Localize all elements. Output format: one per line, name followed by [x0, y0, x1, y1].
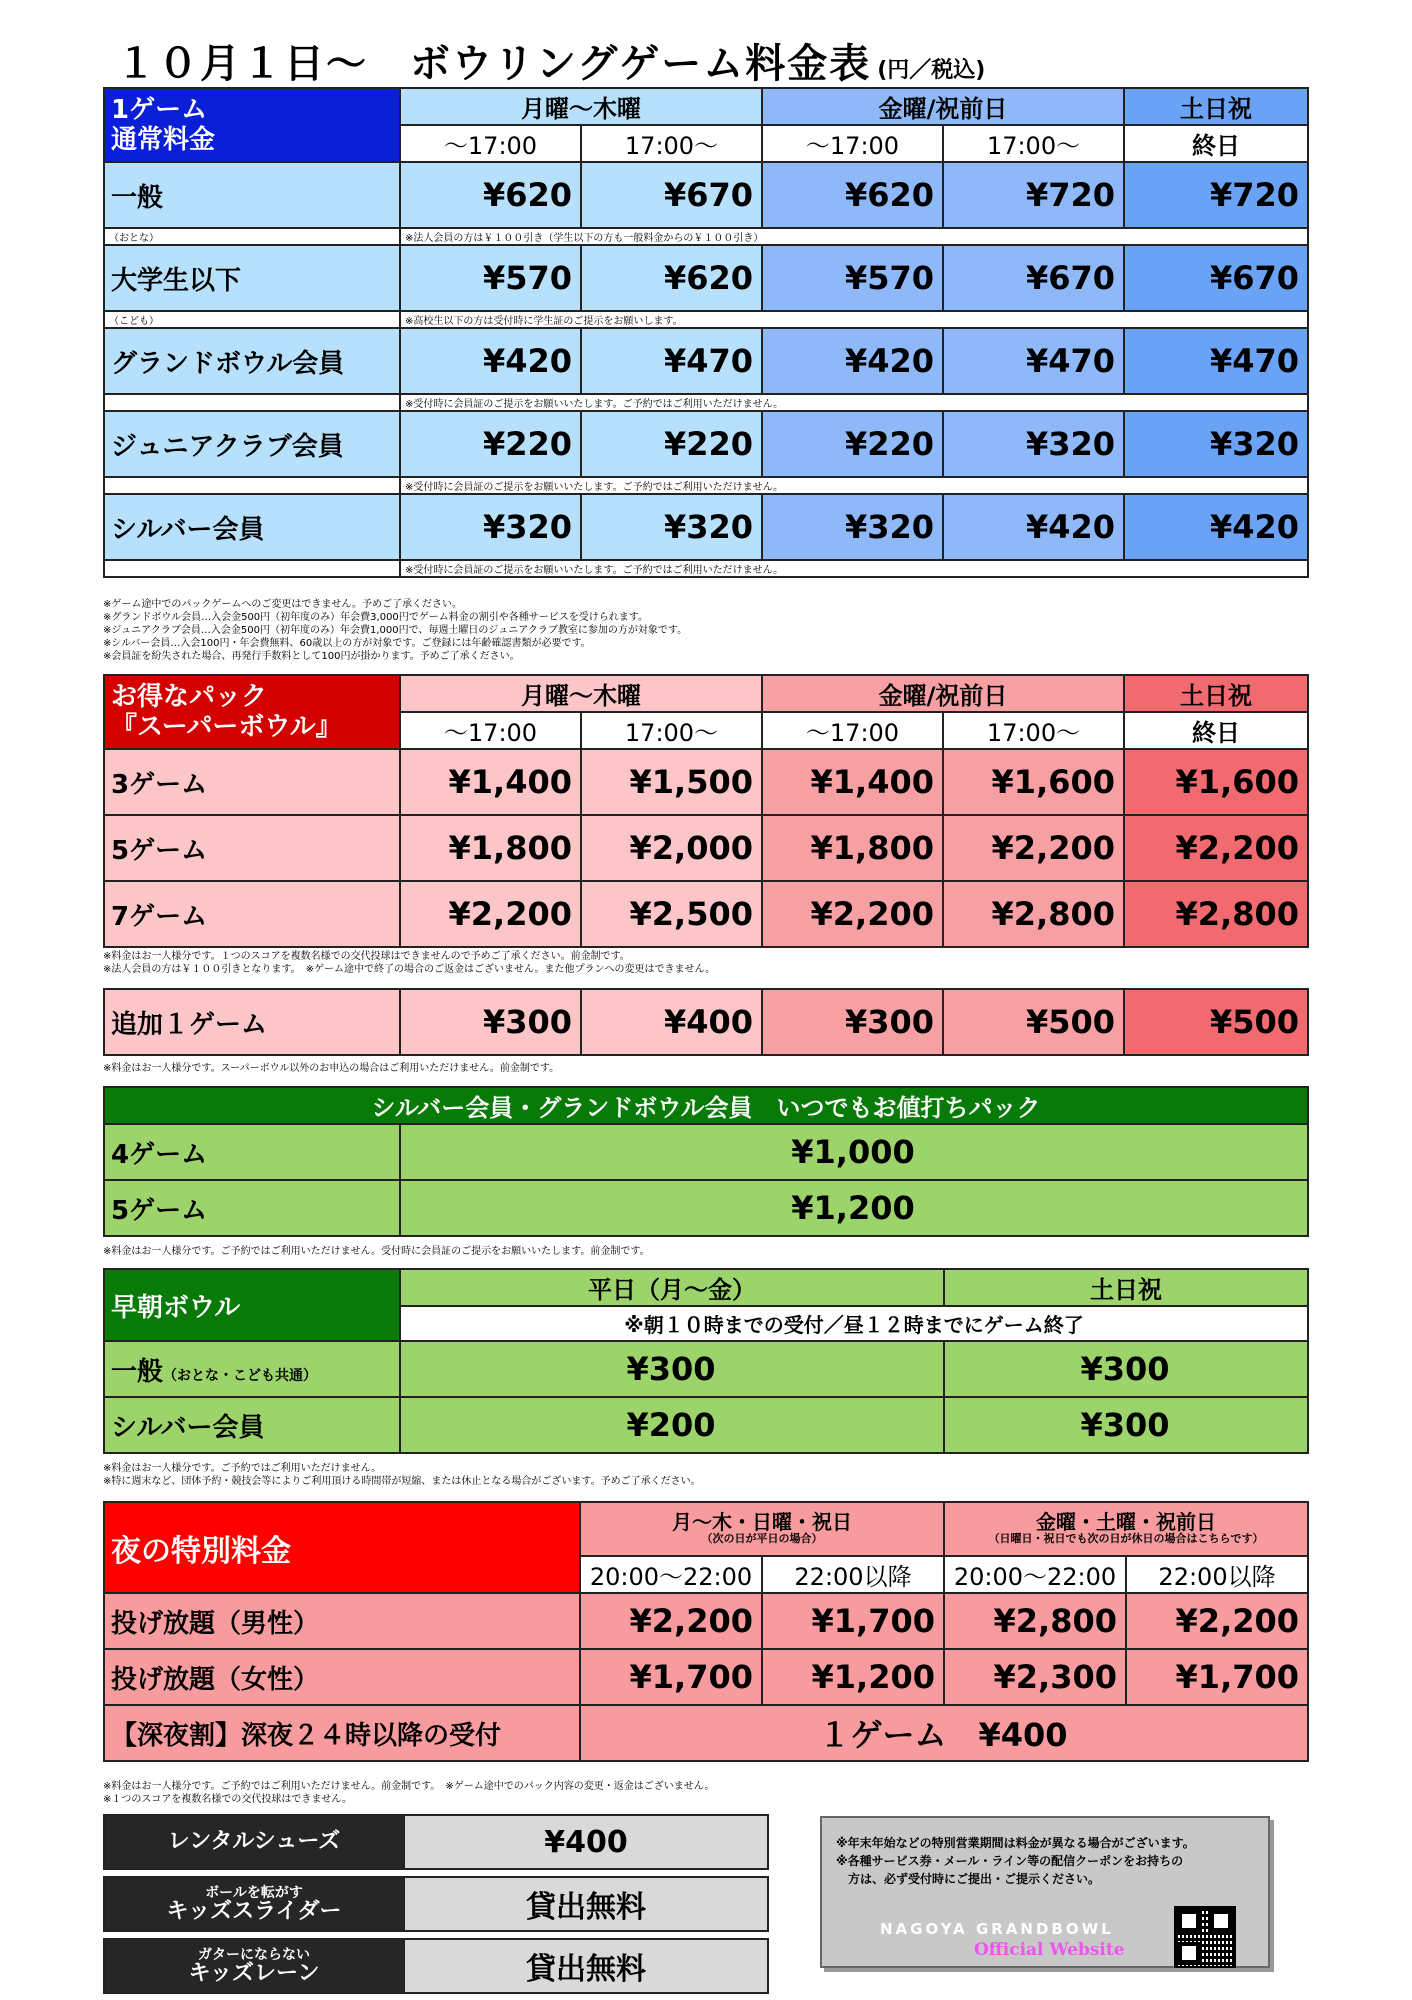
table-row: [104, 749, 1308, 815]
table-row: [104, 162, 1308, 228]
table-row: [104, 1705, 1308, 1761]
price-cell: ¥400: [581, 989, 762, 1055]
row-label: 4ゲーム: [104, 1124, 400, 1180]
table-row: [104, 1341, 1308, 1397]
regular-time-3: ～17:00: [762, 125, 943, 162]
price-cell: ¥570: [762, 245, 943, 311]
note-row: [104, 560, 1308, 577]
price-cell: ¥1,200: [762, 1649, 944, 1705]
price-cell: ¥320: [943, 411, 1124, 477]
footnote: ※シルバー会員…入会100円・年会費無料、60歳以上の方が対象です。ご登録には年齢確認書類が必要です。: [103, 638, 591, 649]
night-time-1: 20:00～22:00: [580, 1556, 762, 1593]
rental-table: [103, 1814, 769, 1994]
price-cell: ¥2,200: [943, 815, 1124, 881]
night-price-table: [103, 1501, 1309, 1762]
price-cell: ¥300: [762, 989, 943, 1055]
footnote: ※特に週末など、団体予約・競技会等によりご利用頂ける時間帯が短縮、または休止となる場合がございます。予めご了承ください。: [103, 1476, 701, 1487]
price-cell: ¥1,500: [581, 749, 762, 815]
page-title-sub: (円／税込): [877, 58, 986, 83]
price-cell: ¥1,700: [580, 1649, 762, 1705]
night-group-name: 月～木・日曜・祝日: [672, 1510, 852, 1534]
regular-time-1: ～17:00: [400, 125, 581, 162]
price-cell: ¥320: [400, 494, 581, 560]
row-label: 大学生以下: [104, 245, 400, 311]
row-label: 一般: [104, 162, 400, 228]
night-group-2: [944, 1502, 1308, 1556]
price-cell: ¥2,200: [762, 881, 943, 947]
row-label: ジュニアクラブ会員: [104, 411, 400, 477]
value-pack-title: シルバー会員・グランドボウル会員 いつでもお値打ちパック: [104, 1087, 1308, 1124]
price-cell: ¥2,200: [1126, 1593, 1308, 1649]
price-cell: ¥2,200: [580, 1593, 762, 1649]
night-group-note: （日曜日・祝日でも次の日が休日の場合はこちらです）: [988, 1532, 1264, 1545]
price-cell: ¥500: [943, 989, 1124, 1055]
footnote: ※料金はお一人様分です。１つのスコアを複数名様での交代投球はできませんので予めご了承ください。前金制です。: [103, 951, 630, 962]
price-cell: ¥420: [943, 494, 1124, 560]
price-cell: ¥320: [1124, 411, 1308, 477]
pack-time-2: 17:00～: [581, 712, 762, 749]
price-cell: ¥670: [943, 245, 1124, 311]
row-label: グランドボウル会員: [104, 328, 400, 394]
regular-time-2: 17:00～: [581, 125, 762, 162]
info-notes: [836, 1834, 1195, 1888]
price-cell: ¥2,200: [400, 881, 581, 947]
price-cell: ¥220: [400, 411, 581, 477]
night-title: 夜の特別料金: [104, 1502, 580, 1593]
row-note: ※法人会員の方は￥１００引き（学生以下の方も一般料金からの￥１００引き）: [400, 228, 1308, 245]
footnote: ※法人会員の方は￥１００引きとなります。 ※ゲーム途中で終了の場合のご返金はございません。また他プランへの変更はできません。: [103, 964, 716, 975]
pack-price-table: [103, 674, 1309, 948]
table-row: [104, 245, 1308, 311]
note-row: [104, 394, 1308, 411]
price-cell: ¥300: [400, 1341, 944, 1397]
note-label: （こども）: [104, 311, 400, 328]
row-label: 7ゲーム: [104, 881, 400, 947]
price-cell: ¥200: [400, 1397, 944, 1453]
regular-time-4: 17:00～: [943, 125, 1124, 162]
note-row: [104, 228, 1308, 245]
price-cell: ¥300: [944, 1341, 1308, 1397]
rental-value: 貸出無料: [404, 1939, 768, 1993]
value-pack-note: ※料金はお一人様分です。ご予約ではご利用いただけません。受付時に会員証のご提示をお願いいたします。前金制です。: [103, 1246, 650, 1257]
rental-label: [104, 1939, 404, 1993]
pack-time-3: ～17:00: [762, 712, 943, 749]
row-label: [104, 1341, 400, 1397]
night-notes: [103, 1780, 714, 1806]
pack-group-mon-thu: 月曜～木曜: [400, 675, 762, 712]
extra-game-table: [103, 988, 1309, 1056]
late-night-value: ¥400: [978, 1716, 1068, 1754]
price-cell: ¥720: [1124, 162, 1308, 228]
night-time-2: 22:00以降: [762, 1556, 944, 1593]
rental-label-small: ボールを転がす: [205, 1885, 303, 1901]
row-note: ※高校生以下の方は受付時に学生証のご提示をお願いします。: [400, 311, 1308, 328]
row-label: シルバー会員: [104, 494, 400, 560]
price-cell: ¥2,800: [944, 1593, 1126, 1649]
price-cell: ¥420: [1124, 494, 1308, 560]
note-row: [104, 311, 1308, 328]
regular-header: [104, 88, 400, 162]
price-cell: ¥300: [400, 989, 581, 1055]
price-cell: ¥220: [762, 411, 943, 477]
price-cell: ¥320: [581, 494, 762, 560]
row-label: 投げ放題（女性）: [104, 1649, 580, 1705]
rental-label-text: キッズスライダー: [166, 1899, 342, 1924]
pack-time-5: 終日: [1124, 712, 1308, 749]
rental-label-text: レンタルシューズ: [167, 1829, 341, 1854]
info-box: [820, 1816, 1270, 1968]
info-note: ※各種サービス券・メール・ライン等の配信クーポンをお持ちの: [836, 1854, 1184, 1868]
pack-time-4: 17:00～: [943, 712, 1124, 749]
website-link[interactable]: Official Website: [974, 1940, 1125, 1960]
night-group-note: （次の日が平日の場合）: [701, 1532, 823, 1545]
early-notes: [103, 1462, 701, 1488]
price-cell: ¥1,600: [1124, 749, 1308, 815]
footnote: ※グランドボウル会員…入会金500円（初年度のみ）年会費3,000円でゲーム料金の割引や各種サービスを受けられます。: [103, 612, 648, 623]
late-night-game: １ゲーム: [818, 1716, 947, 1754]
price-cell: ¥470: [581, 328, 762, 394]
price-cell: ¥2,800: [1124, 881, 1308, 947]
regular-group-weekend: 土日祝: [1124, 88, 1308, 125]
late-night-price: [580, 1705, 1308, 1761]
rental-label-text: キッズレーン: [188, 1961, 320, 1986]
footnote: ※ゲーム途中でのパックゲームへのご変更はできません。予めご了承ください。: [103, 599, 462, 610]
note-label: [104, 477, 400, 494]
note-label: [104, 394, 400, 411]
price-cell: ¥670: [1124, 245, 1308, 311]
table-row: [104, 881, 1308, 947]
table-row: [104, 328, 1308, 394]
table-row: [104, 1180, 1308, 1236]
pack-header: [104, 675, 400, 749]
price-cell: ¥2,800: [943, 881, 1124, 947]
rental-value: ¥400: [404, 1815, 768, 1869]
row-note: ※受付時に会員証のご提示をお願いいたします。ご予約ではご利用いただけません。: [400, 477, 1308, 494]
pack-header-line2: 『スーパーボウル』: [111, 712, 342, 742]
rental-label: [104, 1815, 404, 1869]
pack-header-line1: お得なパック: [111, 682, 268, 712]
price-cell: ¥1,700: [1126, 1649, 1308, 1705]
table-row: [104, 1877, 768, 1931]
table-row: [104, 494, 1308, 560]
rental-label: [104, 1877, 404, 1931]
footnote: ※料金はお一人様分です。ご予約ではご利用いただけません。前金制です。 ※ゲーム途中でのパック内容の変更・返金はございません。: [103, 1781, 715, 1792]
early-bowl-table: [103, 1268, 1309, 1454]
early-title: 早朝ボウル: [104, 1269, 400, 1341]
late-night-label: 【深夜割】深夜２４時以降の受付: [104, 1705, 580, 1761]
regular-header-line2: 通常料金: [111, 125, 216, 155]
note-label: （おとな）: [104, 228, 400, 245]
row-label: 3ゲーム: [104, 749, 400, 815]
price-cell: ¥620: [400, 162, 581, 228]
footnote: ※会員証を紛失された場合、再発行手数料として100円が掛かります。予めご了承ください。: [103, 651, 520, 662]
price-cell: ¥1,800: [400, 815, 581, 881]
page-title-main: １０月１日～ ボウリングゲーム料金表: [116, 41, 872, 87]
price-cell: ¥570: [400, 245, 581, 311]
regular-footnotes: [103, 598, 687, 663]
price-cell: ¥670: [581, 162, 762, 228]
page-title: [116, 32, 985, 89]
early-col-weekend: 土日祝: [944, 1269, 1308, 1306]
price-cell: ¥500: [1124, 989, 1308, 1055]
price-cell: ¥300: [944, 1397, 1308, 1453]
footnote: ※料金はお一人様分です。ご予約ではご利用いただけません。: [103, 1463, 382, 1474]
night-group-name: 金曜・土曜・祝前日: [1036, 1510, 1216, 1534]
row-label-small: （おとな・こども共通）: [163, 1367, 318, 1384]
pack-footnotes: [103, 950, 715, 976]
table-row: [104, 411, 1308, 477]
regular-group-fri: 金曜/祝前日: [762, 88, 1124, 125]
price-cell: ¥1,600: [943, 749, 1124, 815]
price-cell: ¥470: [943, 328, 1124, 394]
row-note: ※受付時に会員証のご提示をお願いいたします。ご予約ではご利用いただけません。: [400, 394, 1308, 411]
price-cell: ¥1,700: [762, 1593, 944, 1649]
rental-label-small: ガターにならない: [198, 1947, 310, 1963]
table-row: [104, 815, 1308, 881]
night-time-3: 20:00～22:00: [944, 1556, 1126, 1593]
qr-finder-icon: [1210, 1910, 1232, 1932]
price-cell: ¥470: [1124, 328, 1308, 394]
regular-group-mon-thu: 月曜～木曜: [400, 88, 762, 125]
extra-note: ※料金はお一人様分です。スーパーボウル以外のお申込の場合はご利用いただけません。前金制です。: [103, 1063, 560, 1074]
rental-value: 貸出無料: [404, 1877, 768, 1931]
row-label: 追加１ゲーム: [104, 989, 400, 1055]
pack-group-weekend: 土日祝: [1124, 675, 1308, 712]
row-label: 5ゲーム: [104, 1180, 400, 1236]
price-cell: ¥620: [762, 162, 943, 228]
price-cell: ¥1,000: [400, 1124, 1308, 1180]
price-cell: ¥1,800: [762, 815, 943, 881]
qr-finder-icon: [1178, 1942, 1200, 1964]
table-row: [104, 989, 1308, 1055]
pack-time-1: ～17:00: [400, 712, 581, 749]
table-row: [104, 1939, 768, 1993]
footnote: ※１つのスコアを複数名様での交代投球はできません。: [103, 1794, 352, 1805]
info-note: ※年末年始などの特別営業期間は料金が異なる場合がございます。: [836, 1836, 1195, 1850]
price-cell: ¥2,200: [1124, 815, 1308, 881]
value-pack-table: [103, 1086, 1309, 1237]
price-cell: ¥1,200: [400, 1180, 1308, 1236]
price-cell: ¥720: [943, 162, 1124, 228]
table-row: [104, 1397, 1308, 1453]
price-cell: ¥320: [762, 494, 943, 560]
night-time-4: 22:00以降: [1126, 1556, 1308, 1593]
price-cell: ¥220: [581, 411, 762, 477]
row-label-main: 一般: [111, 1356, 164, 1387]
table-row: [104, 1815, 768, 1869]
row-label: 投げ放題（男性）: [104, 1593, 580, 1649]
regular-header-line1: 1ゲーム: [111, 95, 208, 125]
regular-time-5: 終日: [1124, 125, 1308, 162]
price-cell: ¥620: [581, 245, 762, 311]
row-label: シルバー会員: [104, 1397, 400, 1453]
price-cell: ¥2,300: [944, 1649, 1126, 1705]
regular-price-table: [103, 87, 1309, 578]
table-row: [104, 1649, 1308, 1705]
footnote: ※ジュニアクラブ会員…入会金500円（初年度のみ）年会費1,000円で、毎週土曜日のジュニアクラブ教室に参加の方が対象です。: [103, 625, 688, 636]
info-note: 方は、必ず受付時にご提出・ご提示ください。: [836, 1872, 1101, 1886]
night-group-1: [580, 1502, 944, 1556]
brand-name: NAGOYA GRANDBOWL: [880, 1920, 1114, 1938]
price-cell: ¥1,400: [400, 749, 581, 815]
note-label: [104, 560, 400, 577]
table-row: [104, 1124, 1308, 1180]
price-cell: ¥2,000: [581, 815, 762, 881]
note-row: [104, 477, 1308, 494]
price-cell: ¥2,500: [581, 881, 762, 947]
early-col-weekday: 平日（月～金）: [400, 1269, 944, 1306]
row-note: ※受付時に会員証のご提示をお願いいたします。ご予約ではご利用いただけません。: [400, 560, 1308, 577]
qr-code-icon[interactable]: [1174, 1906, 1236, 1968]
pack-group-fri: 金曜/祝前日: [762, 675, 1124, 712]
qr-finder-icon: [1178, 1910, 1200, 1932]
early-subnote: ※朝１０時までの受付／昼１２時までにゲーム終了: [400, 1306, 1308, 1341]
price-cell: ¥420: [762, 328, 943, 394]
row-label: 5ゲーム: [104, 815, 400, 881]
table-row: [104, 1593, 1308, 1649]
price-cell: ¥1,400: [762, 749, 943, 815]
price-cell: ¥420: [400, 328, 581, 394]
